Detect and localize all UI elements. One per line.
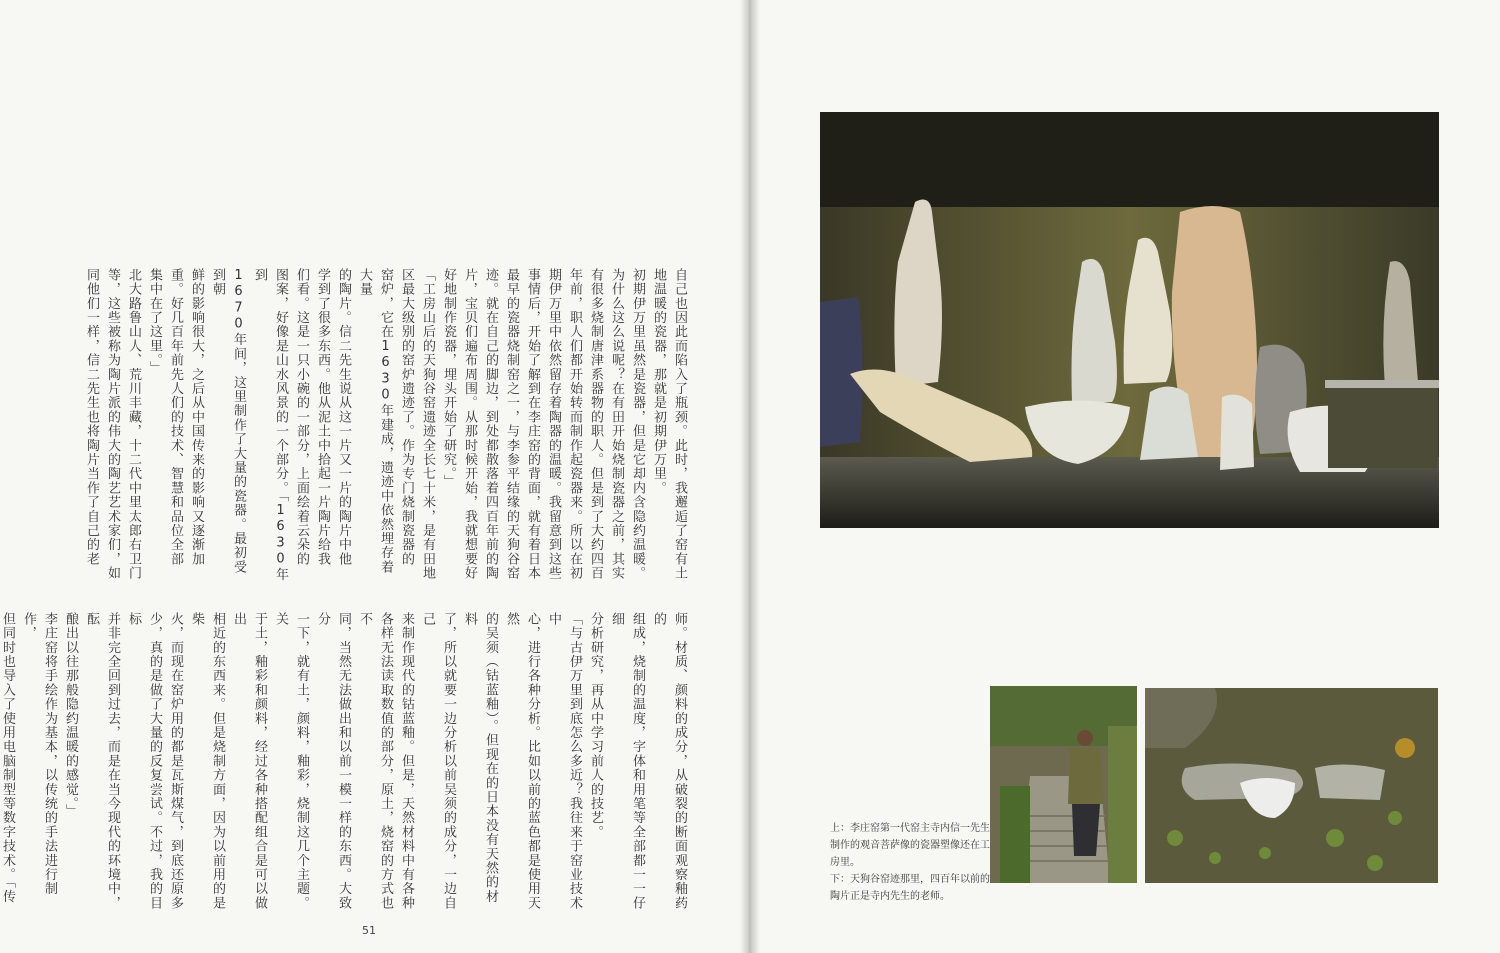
lower_block-line: 「与古伊万里到底怎么多近？我往来于窑业技术中 bbox=[546, 612, 582, 911]
upper_block-line: 们看。这是一只小碗的一部分，上面绘着云朵的 bbox=[294, 268, 309, 567]
upper_block-line: 片，宝贝们遍布周围。从那时候开始，我就想要好 bbox=[462, 268, 477, 581]
lower_block-line: 分析研究，再从中学习前人的技艺。 bbox=[588, 612, 603, 840]
upper_block-line: 好地制作瓷器，埋头开始了研究。」 bbox=[441, 268, 456, 489]
man-on-stairs-illustration bbox=[990, 686, 1137, 883]
book-gutter bbox=[740, 0, 760, 953]
lower_block-line: 心，进行各种分析。比如以前的蓝色都是使用天然 bbox=[504, 612, 540, 911]
upper_block-line: 期伊万里中依然留存着陶器的温暖。我留意到这些 bbox=[546, 268, 561, 581]
caption-top: 上：李庄窑第一代窑主寺内信一先生制作的观音菩萨像的瓷器塑像还在工房里。 bbox=[830, 823, 990, 868]
upper_block-line: 事情后，开始了解到在李庄窑的背面，就有着日本 bbox=[525, 268, 540, 581]
upper_block-line: 的陶片。信二先生说从这一片又一片的陶片中他 bbox=[336, 268, 351, 567]
lower_block-line: 并非完全回到过去，而是在当今现代的环境中，酝 bbox=[84, 612, 120, 911]
lower_block-line: 来制作现代的钴蓝釉。但是，天然材料中有各种 bbox=[399, 612, 414, 911]
body-text-lower bbox=[0, 612, 690, 912]
upper_block-line: 「工房山后的天狗谷窑遗迹全长七十米，是有田地 bbox=[420, 268, 435, 581]
upper_block-line: 迹。就在自己的脚边，到处都散落着四百年前的陶 bbox=[483, 268, 498, 581]
upper_block-line: 学到了很多东西。他从泥土中拾起一片陶片给我 bbox=[315, 268, 330, 567]
lower_block-line: 师。材质、颜料的成分，从破裂的断面观察釉药的 bbox=[651, 612, 687, 911]
upper_block-line: 地温暖的瓷器，那就是初期伊万里。 bbox=[651, 268, 666, 496]
caption-bottom: 下：天狗谷窑迹那里，四百年以前的陶片正是寺内先生的老师。 bbox=[830, 874, 990, 902]
pottery-shards-photo bbox=[1145, 688, 1438, 883]
upper_block-line: 重。好几百年前先人们的技术、智慧和品位全部 bbox=[168, 268, 183, 567]
lower_block-line: 组成，烧制的温度，字体和用笔等全部都一一仔细 bbox=[609, 612, 645, 911]
body-text-upper bbox=[62, 268, 690, 588]
upper_block-line: 区最大级别的窑炉遗迹了。作为专门烧制瓷器的 bbox=[399, 268, 414, 567]
upper_block-line: 自己也因此而陷入了瓶颈。此时，我邂逅了窑有土 bbox=[672, 268, 687, 581]
upper_block-line: 1670年间，这里制作了大量的瓷器。最初受到朝 bbox=[210, 268, 246, 575]
lower_block-line: 了，所以就要一边分析以前吴须的成分，一边自己 bbox=[420, 612, 456, 911]
upper_block-line: 集中在了这里。」 bbox=[147, 268, 162, 376]
statues-photo-illustration bbox=[820, 112, 1439, 528]
upper_block-line: 初期伊万里虽然是瓷器，但是它却内含隐约温暖。 bbox=[630, 268, 645, 581]
statues-photo bbox=[820, 112, 1439, 528]
lower_block-line: 一下，就有土，颜料，釉彩，烧制这几个主题。关 bbox=[273, 612, 309, 911]
upper_block-line: 等，这些被称为陶片派的伟大的陶艺艺术家们，如 bbox=[105, 268, 120, 581]
lower_block-line: 酿出以往那般隐约温暖的感觉。」 bbox=[63, 612, 78, 819]
lower_block-line: 火，而现在窑炉用的都是瓦斯煤气，到底还原多 bbox=[168, 612, 183, 911]
pottery-shards-illustration bbox=[1145, 688, 1438, 883]
upper_block-line: 窑炉，它在1630年建成，遗迹中依然埋存着大量 bbox=[357, 268, 393, 575]
lower_block-line: 但同时也导入了使用电脑制型等数字技术。「传 bbox=[0, 612, 15, 904]
lower_block-line: 同，当然无法做出和以前一模一样的东西。大致分 bbox=[315, 612, 351, 911]
lower_block-line: 李庄窑将手绘作为基本，以传统的手法进行制作， bbox=[21, 612, 57, 896]
lower_block-line: 各样无法读取数值的部分，原土，烧窑的方式也不 bbox=[357, 612, 393, 911]
photo-caption bbox=[830, 820, 990, 905]
page-number: 51 bbox=[362, 924, 376, 937]
lower_block-line: 于土，釉彩和颜料，经过各种搭配组合是可以做出 bbox=[231, 612, 267, 911]
upper_block-line: 北大路鲁山人、荒川丰藏，十二代中里太郎右卫门 bbox=[126, 268, 141, 581]
upper_block-line: 同他们一样，信二先生也将陶片当作了自己的老 bbox=[84, 268, 99, 567]
lower_block-line: 相近的东西来。但是烧制方面，因为以前用的是柴 bbox=[189, 612, 225, 911]
man-on-stairs-photo bbox=[990, 686, 1137, 883]
upper_block-line: 为什么这么说呢？在有田开始烧制瓷器之前，其实 bbox=[609, 268, 624, 581]
upper_block-line: 年前，职人们都开始转而制作起瓷器来。所以在初 bbox=[567, 268, 582, 581]
lower_block-line: 少，真的是做了大量的反复尝试。不过，我的目标 bbox=[126, 612, 162, 911]
upper_block-line: 图案，好像是山水风景的一个部分。「1630年到 bbox=[252, 268, 288, 582]
lower_block-line: 的吴须（钴蓝釉）。但现在的日本没有天然的材料 bbox=[462, 612, 498, 904]
upper_block-line: 最早的瓷器烧制窑之一，与李参平结缘的天狗谷窑 bbox=[504, 268, 519, 581]
upper_block-line: 有很多烧制唐津系器物的职人。但是到了大约四百 bbox=[588, 268, 603, 581]
upper_block-line: 鲜的影响很大，之后从中国传来的影响又逐渐加 bbox=[189, 268, 204, 567]
